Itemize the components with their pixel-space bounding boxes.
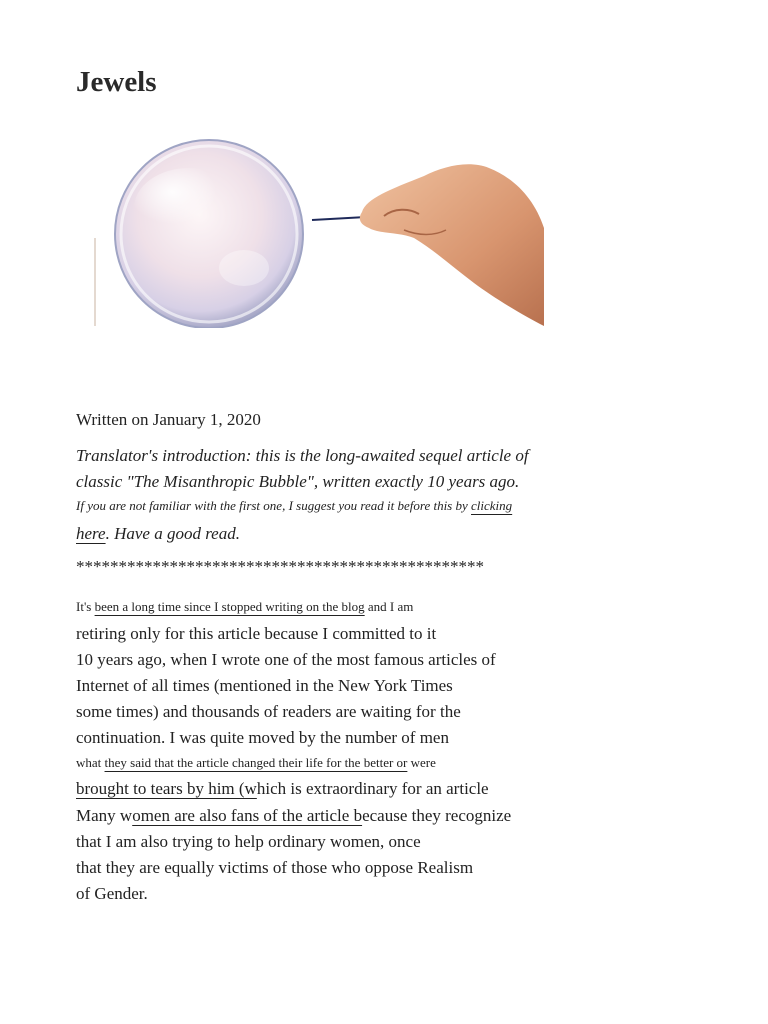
separator-stars: ************************************************: [76, 557, 484, 576]
body-line-9: [76, 803, 511, 829]
body-line-9-pre: Many w: [76, 806, 133, 825]
body-line-12: of Gender.: [76, 884, 148, 903]
body-line-11: that they are equally victims of those who oppose Realism: [76, 858, 474, 877]
body-line-7-post: were: [407, 755, 436, 770]
body-line-8: [76, 776, 489, 802]
intro-line-3-text: If you are not familiar with the first one, I suggest you read it before this by: [76, 498, 472, 513]
first-article-link-here[interactable]: here: [76, 524, 106, 543]
intro-line-4: [76, 521, 240, 547]
intro-line-1: Translator's introduction: this is the long-awaited sequel article of: [76, 446, 529, 465]
bubble-needle-image: [94, 138, 544, 328]
body-line-2: retiring only for this article because I committed to it: [76, 624, 437, 643]
body-line-3: 10 years ago, when I wrote one of the most famous articles of: [76, 650, 496, 669]
body-line-8-post: hich is extraordinary for an article: [256, 779, 489, 798]
body-line-9-post: ecause they recognize: [362, 806, 512, 825]
first-article-link-clicking[interactable]: clicking: [471, 498, 513, 513]
page-title: Jewels: [76, 66, 157, 98]
body-line-6: continuation. I was quite moved by the number of men: [76, 728, 449, 747]
body-line-1-post: and I am: [364, 599, 414, 614]
body-line-1: [76, 594, 413, 620]
tears-link[interactable]: brought to tears by him (w: [76, 779, 257, 798]
body-line-4: Internet of all times (mentioned in the New York Times: [76, 676, 453, 695]
date-line: Written on January 1, 2020: [76, 410, 261, 429]
intro-line-2: classic "The Misanthropic Bubble", written exactly 10 years ago.: [76, 472, 520, 491]
blog-link[interactable]: been a long time since I stopped writing on the blog: [94, 599, 365, 614]
women-fans-link[interactable]: omen are also fans of the article b: [132, 806, 363, 825]
body-line-7-pre: what: [76, 755, 105, 770]
body-line-5: some times) and thousands of readers are waiting for the: [76, 702, 461, 721]
testimonials-link[interactable]: they said that the article changed their life for the better or: [104, 755, 408, 770]
intro-line-4-text: . Have a good read.: [105, 524, 240, 543]
body-line-1-pre: It's: [76, 599, 95, 614]
body-line-7: [76, 750, 436, 776]
body-line-10: that I am also trying to help ordinary women, once: [76, 832, 421, 851]
intro-line-3: [76, 493, 512, 519]
